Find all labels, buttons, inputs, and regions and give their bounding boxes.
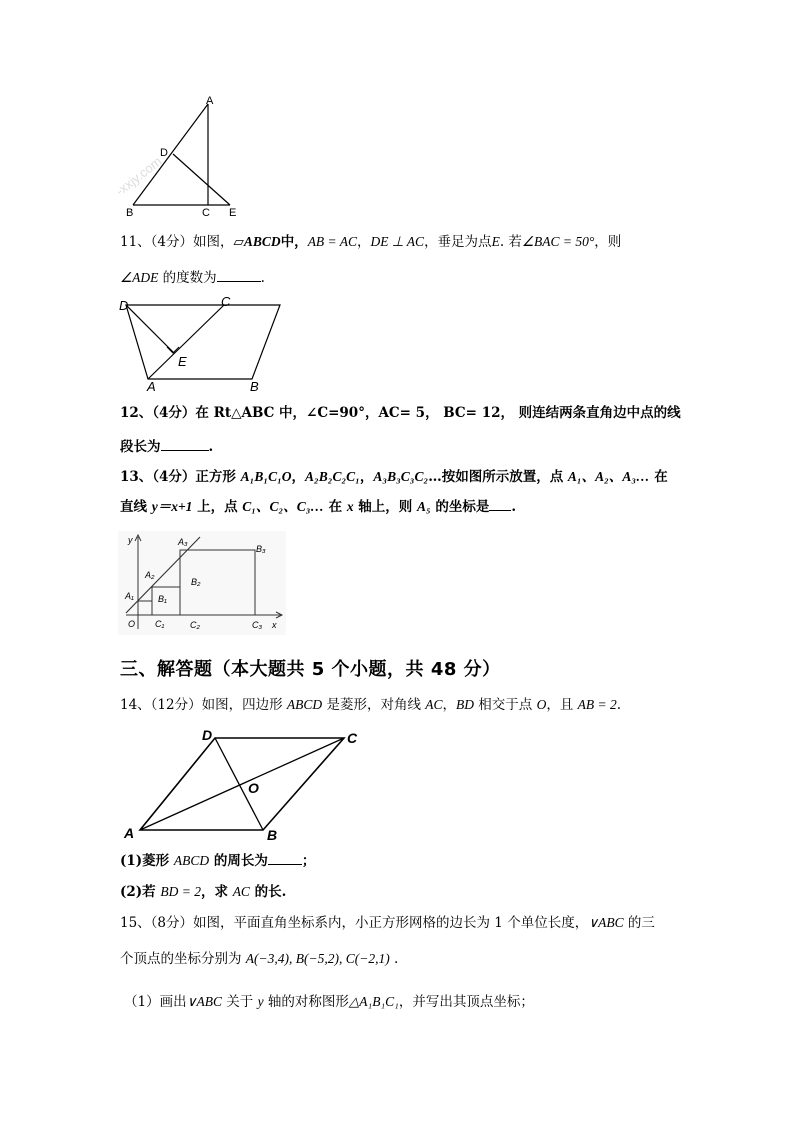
q11-abcd: ABCD bbox=[243, 234, 281, 249]
section-3-title: 三、解答题（本大题共 5 个小题，共 48 分） bbox=[120, 659, 501, 680]
q11-text: 的度数为 bbox=[158, 270, 217, 286]
question-13-line-2 bbox=[120, 498, 516, 516]
q15-1-text: （1）画出 bbox=[124, 994, 187, 1010]
q11-text: . 若 bbox=[499, 234, 522, 250]
question-14-part-2 bbox=[120, 883, 286, 901]
q13-x: x bbox=[346, 499, 354, 514]
q11-text: ，则 bbox=[594, 234, 622, 250]
label-A2: A₂ bbox=[145, 570, 155, 580]
label-B: B bbox=[126, 207, 134, 219]
q12-text: . bbox=[208, 439, 214, 455]
q14-text: ，且 bbox=[546, 697, 578, 713]
q13-points-c: C₁、C₂、C₃… bbox=[242, 499, 324, 514]
q13-text: 轴上，则 bbox=[353, 499, 417, 515]
q11-number: 11、（4分）如图， bbox=[120, 234, 234, 250]
answer-blank[interactable] bbox=[217, 269, 261, 282]
q12-text: 段长为 bbox=[120, 439, 161, 455]
q14-1-text: 的周长为 bbox=[209, 853, 268, 869]
q14-ab: AB = 2 bbox=[577, 697, 617, 712]
q11-point-e: E bbox=[491, 234, 500, 249]
q15-text: . bbox=[389, 951, 399, 967]
label-C3: C₃ bbox=[252, 620, 263, 630]
label-D: D bbox=[119, 298, 129, 313]
q11-text: . bbox=[260, 270, 265, 286]
q11-cond2: DE ⊥ AC bbox=[370, 234, 425, 249]
label-D: D bbox=[160, 147, 168, 159]
q15-1-triangle: ∨ABC bbox=[186, 994, 222, 1009]
label-A3: A₃ bbox=[178, 537, 188, 547]
q13-points-a: A₁、A₂、A₃… bbox=[567, 469, 650, 484]
q11-text: ，垂足为点 bbox=[424, 234, 492, 250]
q13-a5: A₅ bbox=[417, 499, 431, 514]
question-15-part-1 bbox=[124, 993, 534, 1011]
question-12-line-2 bbox=[120, 438, 213, 456]
q13-text: 在 bbox=[649, 469, 668, 485]
q14-text: . bbox=[616, 697, 622, 713]
question-15-line-2 bbox=[120, 950, 398, 968]
q14-text: ， bbox=[442, 697, 457, 713]
q13-text: 上，点 bbox=[192, 499, 243, 515]
q13-text: 直线 bbox=[120, 499, 152, 515]
answer-blank[interactable] bbox=[268, 852, 302, 865]
q14-o: O bbox=[536, 697, 547, 712]
label-y: y bbox=[128, 535, 133, 545]
label-C: C bbox=[221, 294, 231, 309]
q14-1-abcd: ABCD bbox=[173, 853, 210, 868]
label-B2: B₂ bbox=[191, 577, 201, 587]
q15-text: 的三 bbox=[623, 915, 655, 931]
label-C: C bbox=[347, 730, 358, 746]
answer-blank[interactable] bbox=[489, 498, 511, 511]
watermark: -xxjy.com bbox=[112, 153, 165, 199]
q14-2-ac: AC bbox=[232, 884, 250, 899]
q14-abcd: ABCD bbox=[286, 697, 323, 712]
q14-2-text: (2)若 bbox=[120, 884, 161, 900]
parallelogram-abcd bbox=[126, 305, 280, 379]
q14-1-text: ； bbox=[301, 853, 316, 869]
q15-text: 个顶点的坐标分别为 bbox=[120, 951, 246, 967]
question-12-line-1: 12、（4分）在 Rt△ABC 中，∠C=90°，AC= 5， BC= 12， 则连结两条直角边中点的线 bbox=[120, 405, 681, 421]
q11-angle: ∠BAC = 50° bbox=[521, 234, 595, 249]
q13-square-3: A₃B₃C₃C₂ bbox=[373, 469, 429, 484]
label-A1: A₁ bbox=[125, 591, 134, 601]
q14-1-text: (1)菱形 bbox=[120, 853, 174, 869]
question-11-line-2 bbox=[120, 269, 265, 287]
q15-1-y: y bbox=[257, 994, 264, 1009]
rhombus-figure bbox=[118, 724, 368, 846]
diagonal-AC bbox=[140, 738, 344, 830]
label-E: E bbox=[178, 354, 187, 369]
q15-text: 15、（8分）如图，平面直角坐标系内，小正方形网格的边长为 1 个单位长度， bbox=[120, 915, 589, 931]
q14-text: 相交于点 bbox=[474, 697, 537, 713]
label-D: D bbox=[202, 727, 213, 743]
q11-cond1: AB = AC bbox=[307, 234, 358, 249]
segment-BA bbox=[133, 104, 208, 205]
segment-DE bbox=[173, 154, 230, 205]
q13-text: 在 bbox=[323, 499, 347, 515]
q15-1-text: 轴的对称图形 bbox=[263, 994, 349, 1010]
label-A: A bbox=[206, 95, 214, 107]
question-14-line bbox=[120, 696, 621, 714]
q14-2-text: 的长. bbox=[249, 884, 287, 900]
label-O: O bbox=[128, 619, 136, 629]
q13-equation: y＝x+1 bbox=[151, 499, 193, 514]
q14-2-text: ，求 bbox=[200, 884, 233, 900]
q11-text: ， bbox=[357, 234, 371, 250]
label-B: B bbox=[250, 379, 259, 394]
label-B: B bbox=[267, 827, 278, 843]
q11-angle-ade: ∠ADE bbox=[120, 270, 159, 285]
q13-text: ， bbox=[291, 469, 306, 485]
label-A: A bbox=[124, 825, 135, 841]
question-11-line-1 bbox=[120, 233, 621, 251]
q13-text: …按如图所示放置，点 bbox=[428, 469, 568, 485]
parallelogram-symbol: ▱ bbox=[233, 234, 244, 250]
parallelogram-figure bbox=[118, 292, 278, 396]
q15-triangle: ∨ABC bbox=[588, 915, 624, 930]
q13-square-1: A₁B₁C₁O bbox=[240, 469, 292, 484]
label-A: A bbox=[147, 379, 156, 394]
q14-text: 是菱形，对角线 bbox=[322, 697, 426, 713]
label-C2: C₂ bbox=[190, 620, 200, 630]
label-B1: B₁ bbox=[158, 594, 167, 604]
label-B3: B₃ bbox=[256, 544, 266, 554]
q13-text: . bbox=[511, 499, 517, 515]
question-13-line-1 bbox=[120, 468, 668, 486]
q14-ac: AC bbox=[425, 697, 443, 712]
q15-coords: A(−3,4), B(−5,2), C(−2,1) bbox=[245, 951, 390, 966]
label-E: E bbox=[229, 207, 237, 219]
squares-figure bbox=[118, 531, 286, 635]
label-C: C bbox=[202, 207, 210, 219]
label-C1: C₁ bbox=[155, 619, 165, 629]
q14-text: 14、（12分）如图，四边形 bbox=[120, 697, 287, 713]
q11-text: 中， bbox=[280, 234, 308, 250]
q15-1-triangle-2: △A₁B₁C₁ bbox=[348, 994, 399, 1009]
q13-square-2: A₂B₂C₂C₁ bbox=[305, 469, 360, 484]
label-x: x bbox=[272, 620, 277, 630]
label-O: O bbox=[248, 780, 259, 796]
q15-1-text: ，并写出其顶点坐标； bbox=[398, 994, 534, 1010]
q14-bd: BD bbox=[456, 697, 475, 712]
triangle-figure bbox=[112, 92, 248, 222]
q15-1-text: 关于 bbox=[221, 994, 258, 1010]
question-14-part-1 bbox=[120, 852, 315, 870]
q14-2-bd: BD = 2 bbox=[160, 884, 201, 899]
q13-text: 13、（4分）正方形 bbox=[120, 469, 241, 485]
question-15-line-1 bbox=[120, 914, 655, 932]
answer-blank[interactable] bbox=[161, 438, 209, 451]
q13-text: ， bbox=[359, 469, 374, 485]
q13-text: 的坐标是 bbox=[430, 499, 490, 515]
